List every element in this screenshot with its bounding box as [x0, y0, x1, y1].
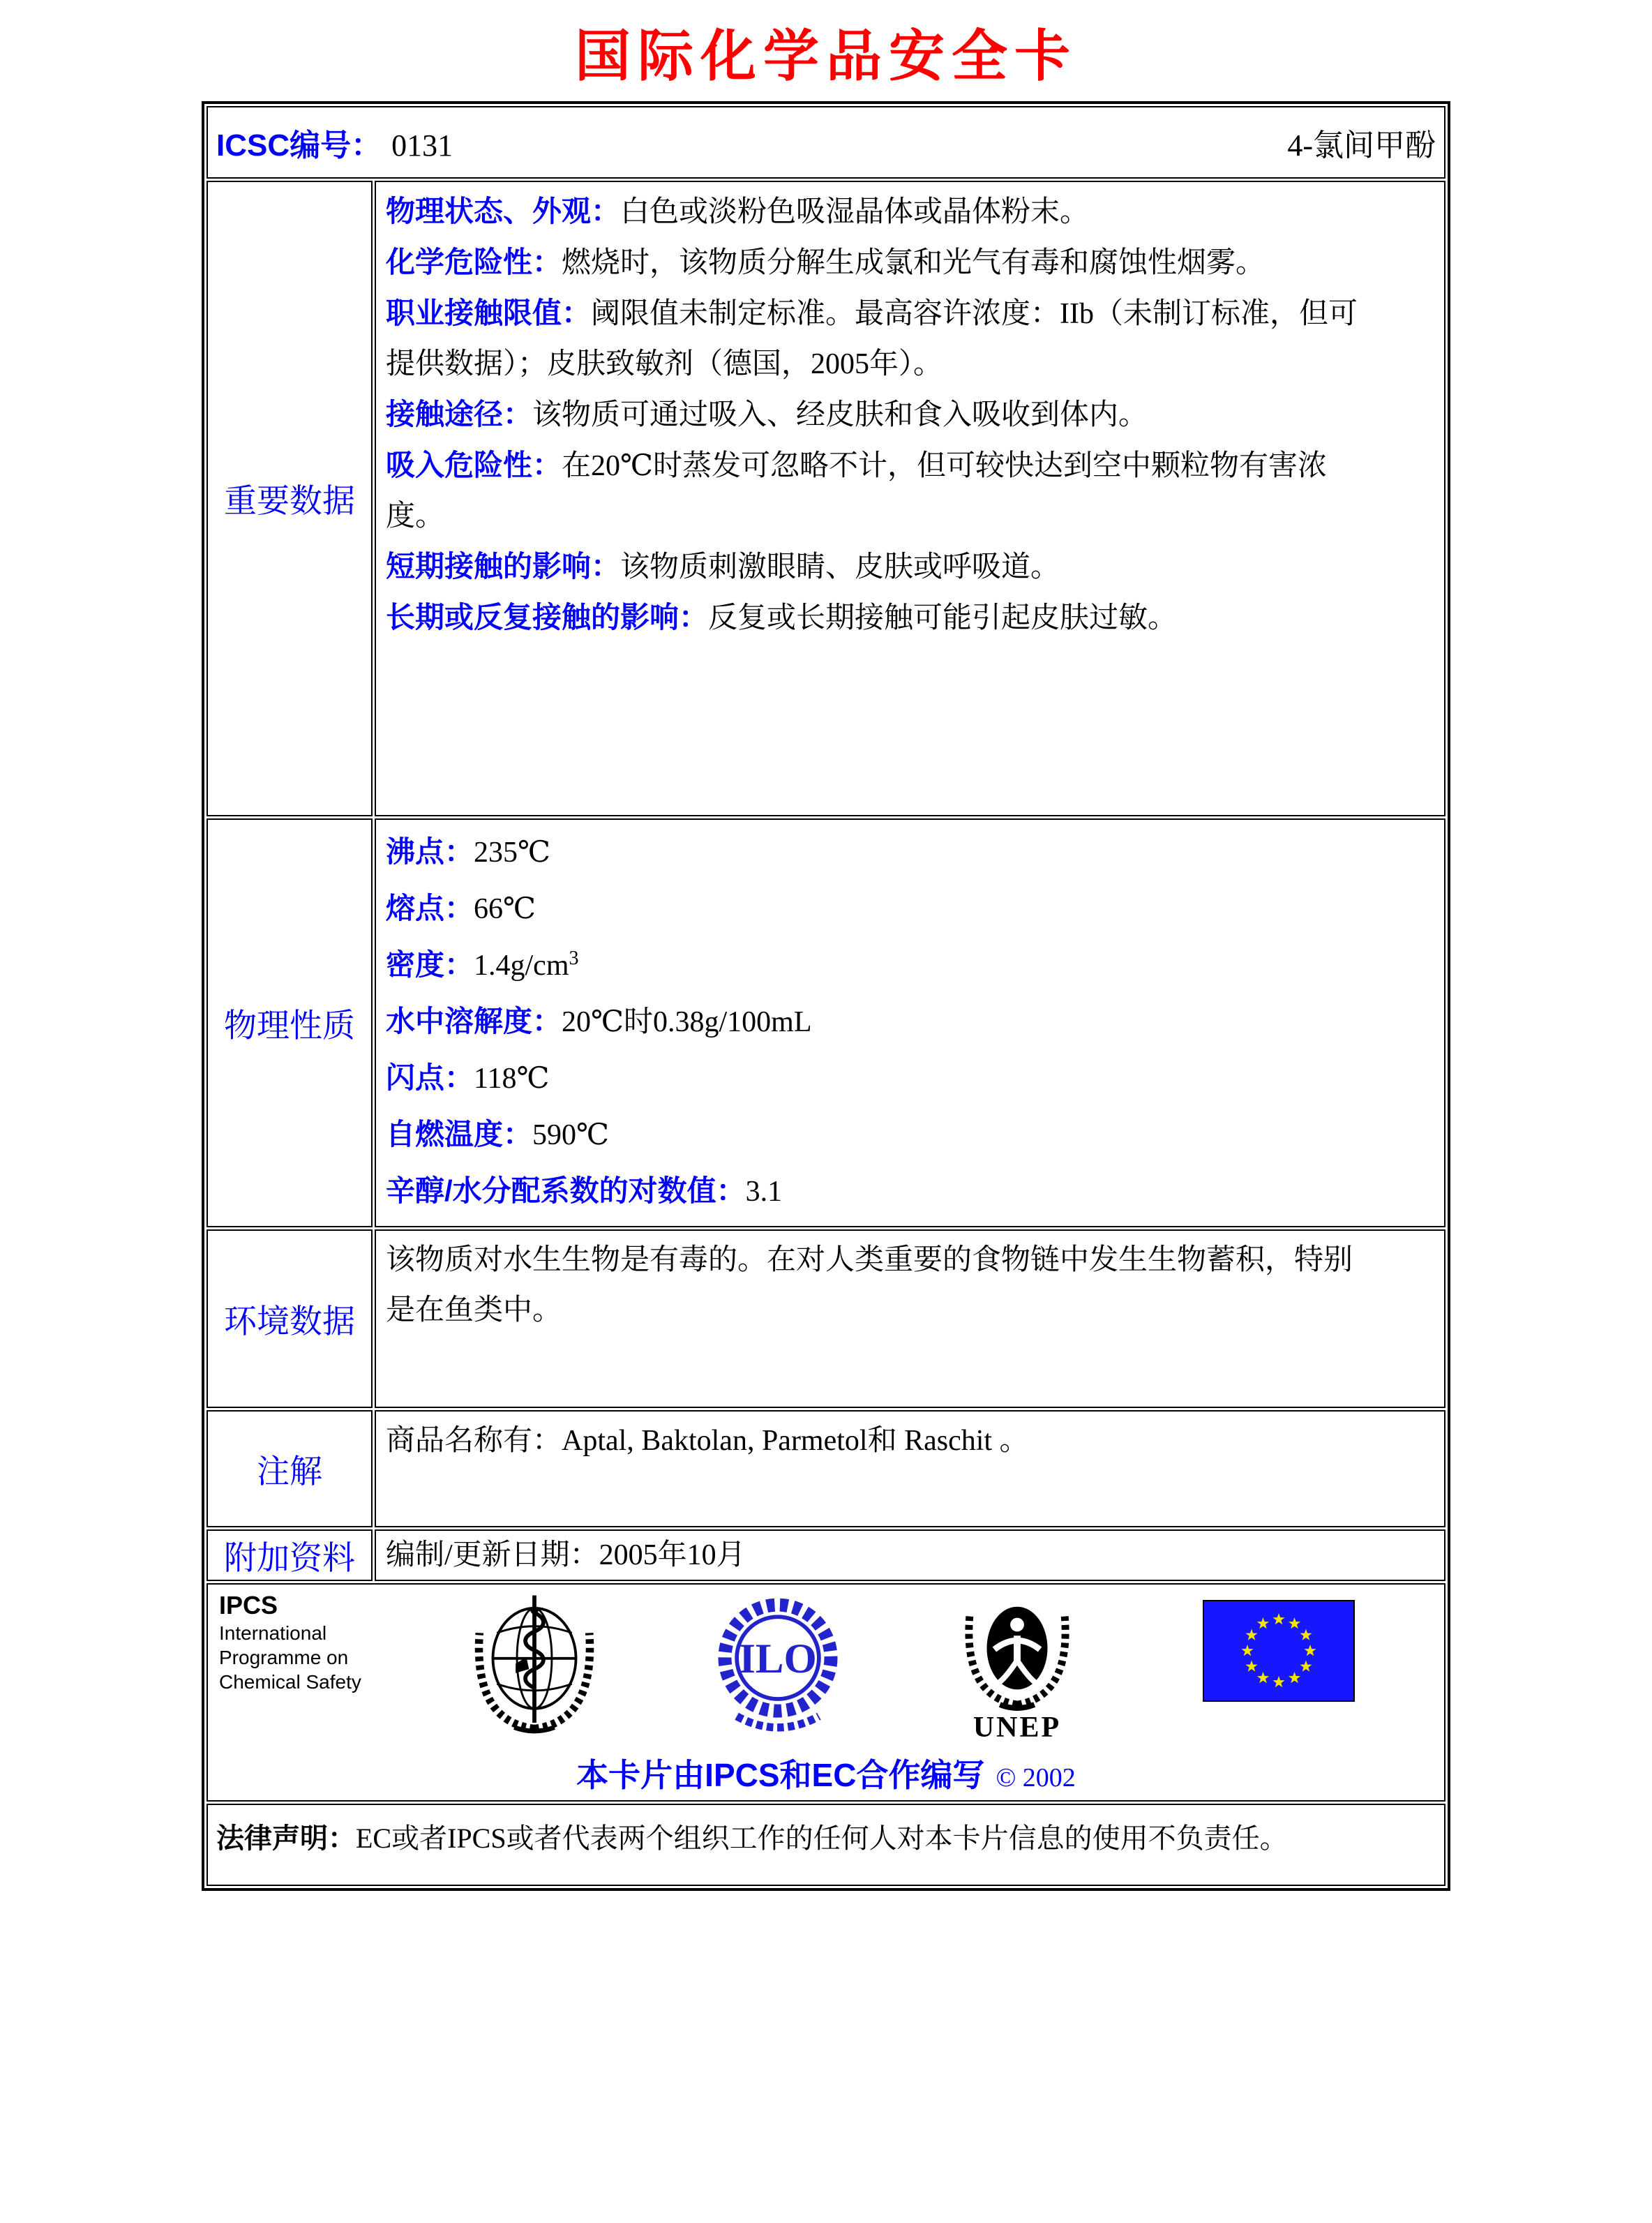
property-line — [386, 994, 1432, 1050]
unep-logo-icon — [959, 1590, 1076, 1743]
property-value: 该物质可通过吸入、经皮肤和食入吸收到体内。 — [532, 399, 1148, 431]
property-line — [386, 389, 1362, 440]
table-row-notes — [206, 1410, 1446, 1527]
table-row-header — [206, 106, 1446, 179]
chemical-name: 4-氯间甲酚 — [1287, 128, 1436, 163]
property-line: 密度：$1.4g/cm^3$ — [386, 948, 579, 982]
table-row-legal — [206, 1804, 1446, 1886]
environmental-data-text: 该物质对水生生物是有毒的。在对人类重要的食物链中发生生物蓄积，特别是在鱼类中。 — [386, 1244, 1353, 1326]
important-data-lines — [386, 186, 1434, 643]
physical-properties-lines — [386, 824, 1434, 1220]
who-logo-icon — [467, 1590, 601, 1740]
property-line — [386, 440, 1362, 541]
additional-information-text: 编制/更新日期：2005年10月 — [386, 1539, 746, 1571]
additional-information-content — [375, 1529, 1446, 1581]
table-row-additional-information — [206, 1529, 1446, 1581]
property-label: 长期或反复接触的影响： — [386, 601, 709, 634]
notes-content — [375, 1410, 1446, 1527]
property-value: 阈限值未制定标准。最高容许浓度：IIb（未制订标准，但可提供数据）；皮肤致敏剂（德国，2005年）。 — [386, 298, 1358, 380]
legal-text: EC或者IPCS或者代表两个组织工作的任何人对本卡片信息的使用不负责任。 — [356, 1822, 1288, 1854]
property-value: 590℃ — [532, 1119, 609, 1151]
ipcs-title: IPCS — [219, 1591, 278, 1619]
property-value: 反复或长期接触可能引起皮肤过敏。 — [708, 602, 1178, 634]
section-label-important-data: 重要数据 — [206, 181, 373, 816]
property-label: 物理状态、外观： — [386, 195, 621, 227]
table-row-environmental-data — [206, 1229, 1446, 1408]
property-value: 235℃ — [474, 837, 550, 869]
icsc-label: ICSC编号： — [216, 128, 382, 163]
property-line — [386, 881, 1432, 937]
property-value: 在20℃时蒸发可忽略不计，但可较快达到空中颗粒物有害浓度。 — [386, 450, 1328, 532]
caption-text: 本卡片由IPCS和EC合作编写 — [576, 1757, 985, 1793]
logos-cell — [206, 1583, 1446, 1802]
important-data-content — [375, 181, 1446, 816]
property-line — [386, 237, 1362, 288]
table-row-logos — [206, 1583, 1446, 1802]
property-line — [386, 824, 1432, 881]
property-label: 接触途径： — [386, 398, 533, 431]
svg-text:ILO: ILO — [739, 1636, 817, 1683]
property-value: 20℃时0.38g/100mL — [562, 1006, 812, 1038]
eu-flag-icon — [1203, 1600, 1355, 1705]
property-label: 闪点： — [386, 1061, 474, 1094]
property-label: 辛醇/水分配系数的对数值： — [386, 1174, 746, 1207]
property-value: 白色或淡粉色吸湿晶体或晶体粉末。 — [620, 196, 1090, 228]
property-line — [386, 592, 1362, 643]
property-value: 燃烧时，该物质分解生成氯和光气有毒和腐蚀性烟雾。 — [562, 247, 1266, 279]
property-line — [386, 1163, 1432, 1220]
property-label: 沸点： — [386, 835, 474, 868]
property-label: 吸入危险性： — [386, 449, 562, 481]
section-label-physical-properties: 物理性质 — [206, 818, 373, 1227]
section-label-notes: 注解 — [206, 1410, 373, 1527]
property-line — [386, 288, 1362, 389]
unep-label: UNEP — [973, 1712, 1062, 1744]
property-label: 密度： — [386, 948, 474, 981]
footer-caption — [215, 1750, 1437, 1796]
ipcs-subtitle-line: Programme on — [219, 1647, 349, 1668]
property-value: 118℃ — [474, 1063, 550, 1095]
property-value: 3.1 — [745, 1176, 783, 1208]
property-value: 该物质刺激眼睛、皮肤或呼吸道。 — [620, 551, 1060, 583]
legal-label: 法律声明： — [216, 1823, 356, 1854]
property-line — [386, 541, 1362, 592]
ipcs-subtitle-line: International — [219, 1622, 327, 1644]
section-label-environmental-data: 环境数据 — [206, 1229, 373, 1408]
property-line — [386, 1050, 1432, 1107]
property-label: 自燃温度： — [386, 1118, 533, 1151]
property-label: 短期接触的影响： — [386, 550, 621, 583]
notes-text: 商品名称有：Aptal, Baktolan, Parmetol和 Raschit 。 — [386, 1425, 1029, 1457]
property-label: 熔点： — [386, 892, 474, 925]
ipcs-subtitle-line: Chemical Safety — [219, 1671, 361, 1693]
property-label: 水中溶解度： — [386, 1005, 562, 1038]
header-cell — [206, 106, 1446, 179]
property-label: 化学危险性： — [386, 246, 562, 278]
ipcs-text-block — [215, 1590, 428, 1694]
property-line — [386, 186, 1362, 237]
table-row-important-data — [206, 181, 1446, 816]
property-value: 66℃ — [474, 893, 536, 925]
physical-properties-content — [375, 818, 1446, 1227]
legal-cell — [206, 1804, 1446, 1886]
property-label: 职业接触限值： — [386, 297, 592, 329]
ilo-logo-icon — [712, 1590, 844, 1746]
table-row-physical-properties — [206, 818, 1446, 1227]
page-title: 国际化学品安全卡 — [575, 23, 1077, 89]
property-value: 1.4g/cm — [474, 950, 569, 982]
icsc-number — [216, 120, 453, 165]
safety-card-table — [202, 101, 1450, 1891]
section-label-additional-information: 附加资料 — [206, 1529, 373, 1581]
caption-copyright: © 2002 — [996, 1763, 1076, 1792]
icsc-value: 0131 — [391, 128, 453, 163]
property-line — [386, 1107, 1432, 1163]
environmental-data-content — [375, 1229, 1446, 1408]
